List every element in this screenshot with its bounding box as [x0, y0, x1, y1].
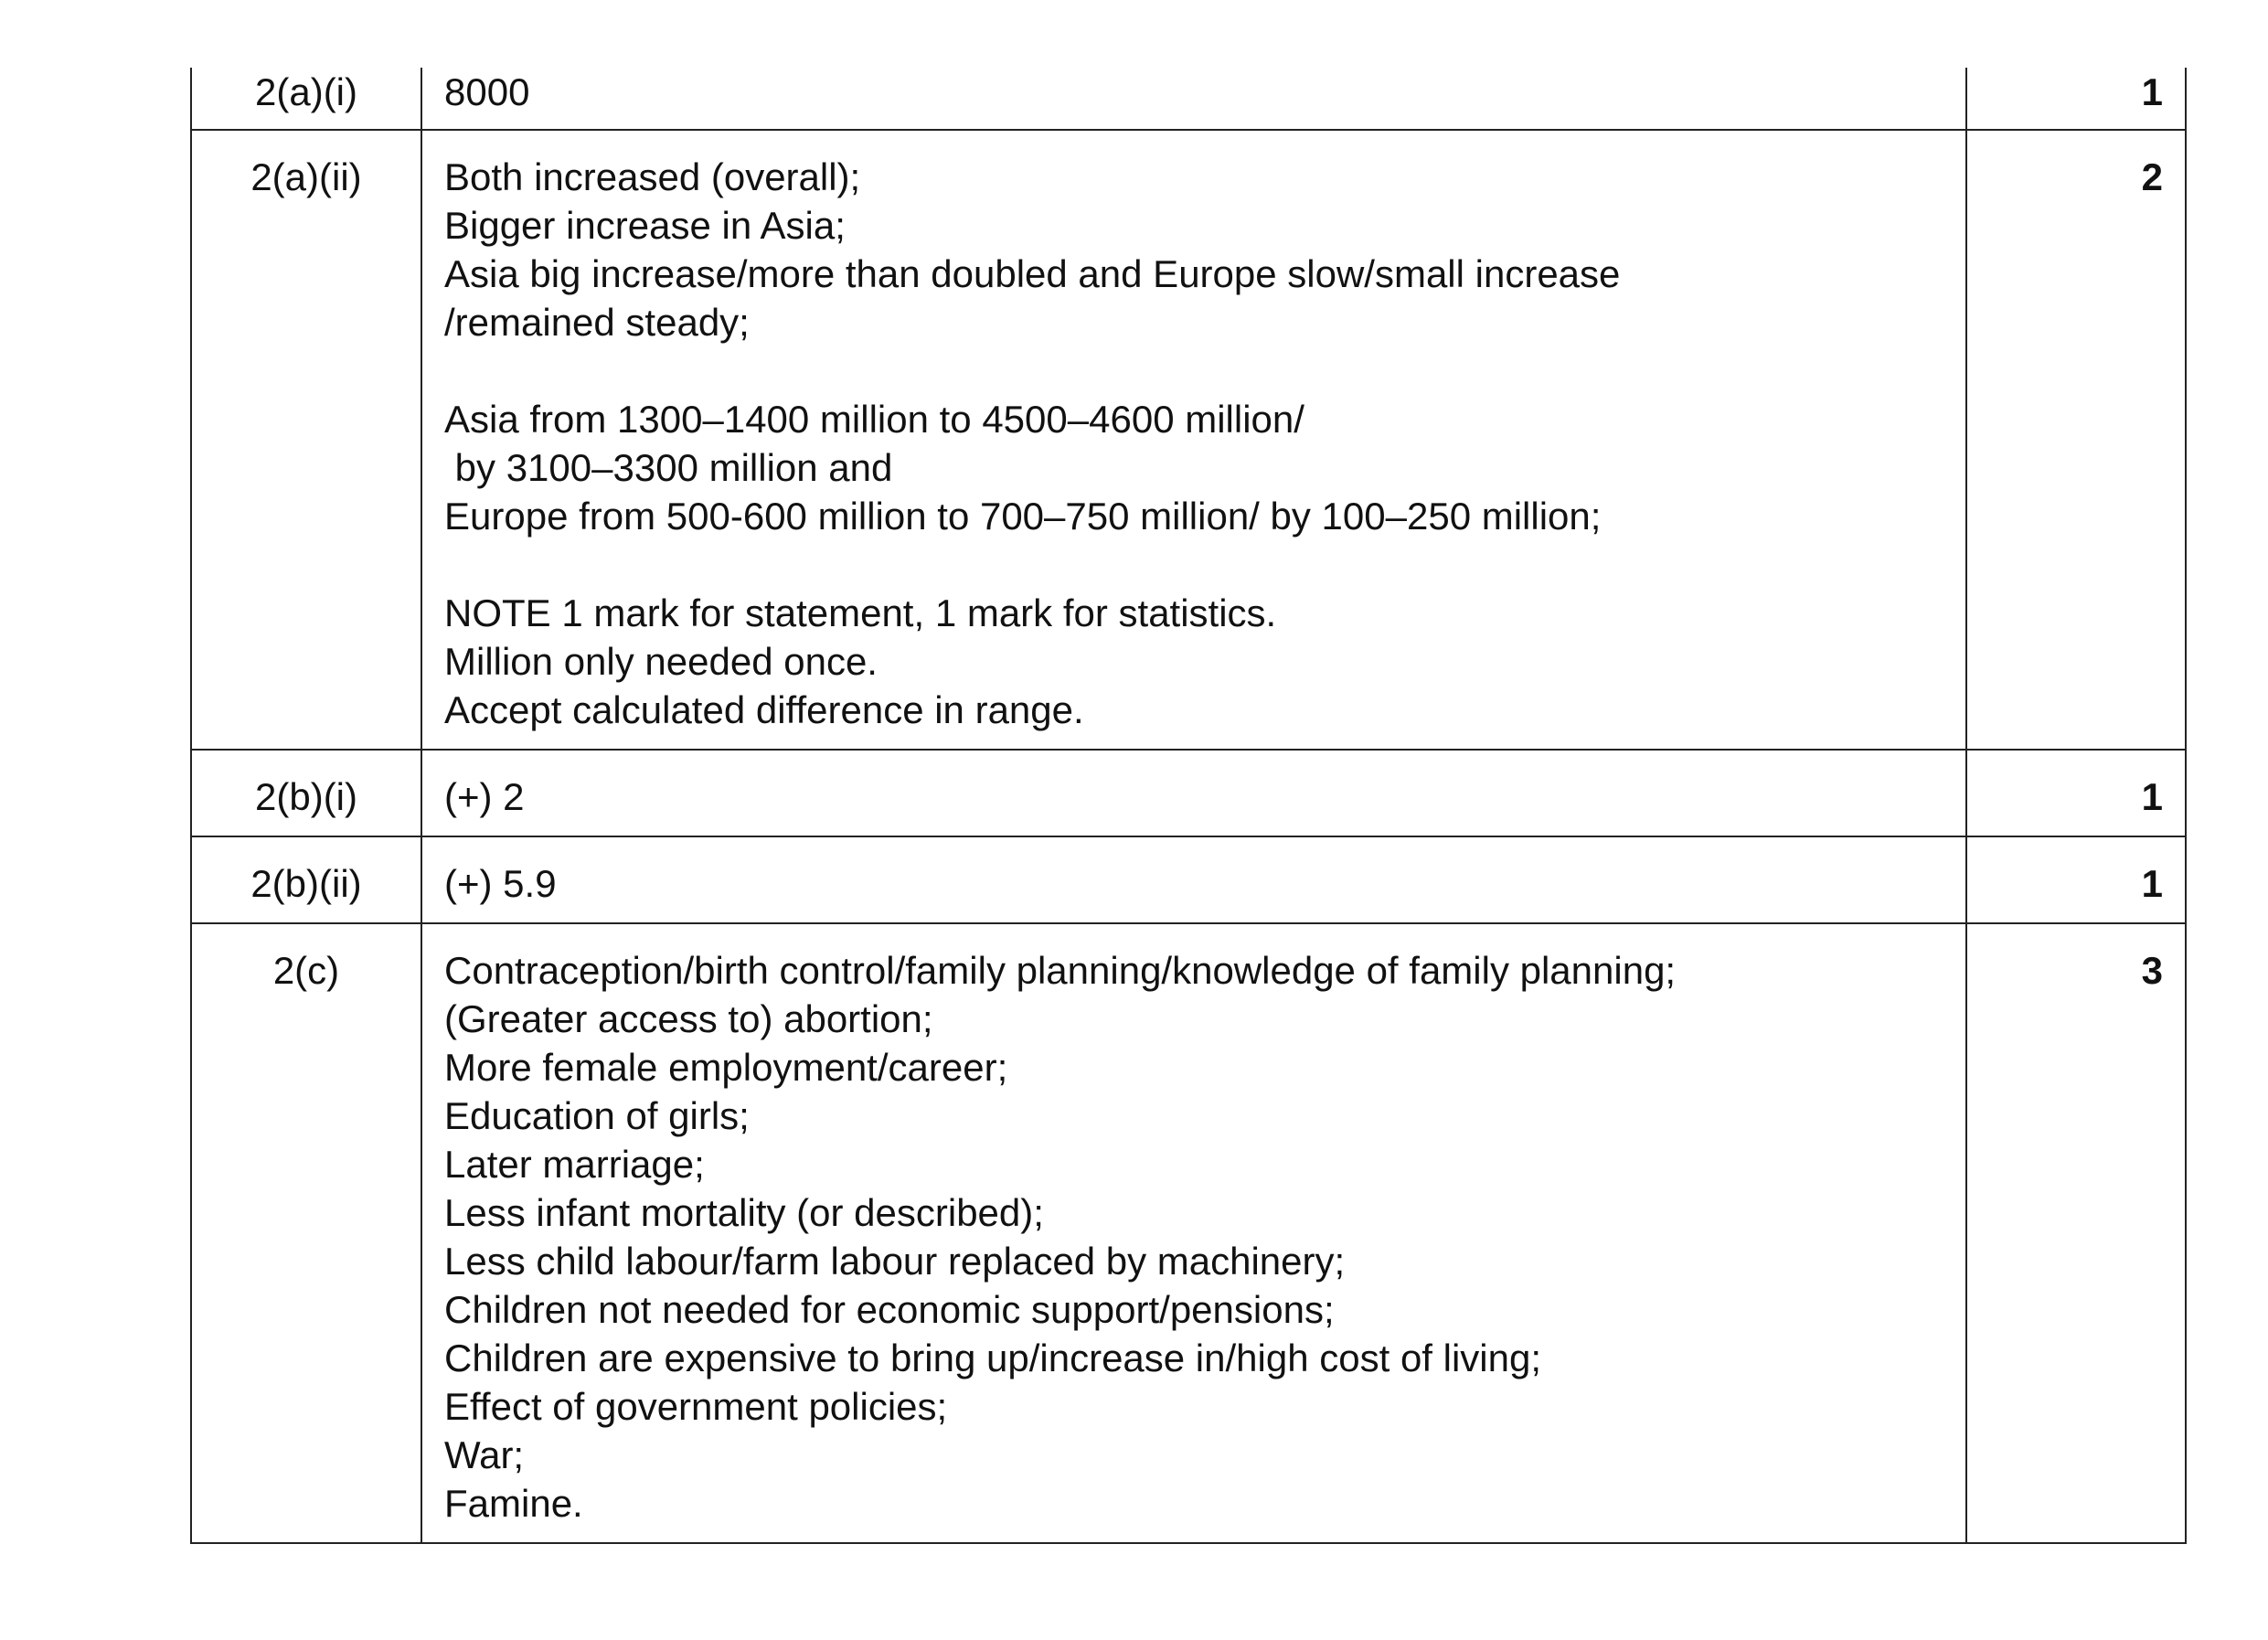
- answer-line: Effect of government policies;: [444, 1385, 948, 1428]
- answer-cell: [421, 130, 1966, 750]
- mark-scheme-table: [190, 68, 2187, 1544]
- question-number: 2(a)(i): [191, 68, 421, 130]
- table-row: [191, 750, 2186, 836]
- answer-line: Less infant mortality (or described);: [444, 1191, 1044, 1234]
- answer-line: Children not needed for economic support/pensions;: [444, 1288, 1335, 1331]
- table-row: [191, 130, 2186, 750]
- answer-line: More female employment/career;: [444, 1046, 1008, 1089]
- answer-line: Less child labour/farm labour replaced by machinery;: [444, 1240, 1346, 1283]
- answer-cell: [421, 750, 1966, 836]
- answer-line: War;: [444, 1433, 525, 1476]
- answer-line: Contraception/birth control/family planning/knowledge of family planning;: [444, 949, 1677, 992]
- answer-line: Famine.: [444, 1482, 583, 1525]
- question-number: 2(a)(ii): [191, 130, 421, 750]
- question-number: 2(c): [191, 923, 421, 1543]
- marks-cell: 3: [1966, 923, 2186, 1543]
- answer-line: Asia from 1300–1400 million to 4500–4600 million/: [444, 398, 1304, 441]
- paragraph-gap: [444, 540, 1943, 589]
- answer-line: Asia big increase/more than doubled and Europe slow/small increase: [444, 252, 1621, 295]
- answer-line: Bigger increase in Asia;: [444, 204, 846, 247]
- marks-cell: 1: [1966, 750, 2186, 836]
- answer-cell: [421, 68, 1966, 130]
- answer-line: Europe from 500-600 million to 700–750 million/ by 100–250 million;: [444, 495, 1602, 538]
- marks-cell: 1: [1966, 836, 2186, 923]
- answer-line: /remained steady;: [444, 301, 750, 344]
- answer-line: Children are expensive to bring up/increase in/high cost of living;: [444, 1336, 1542, 1379]
- answer-line: Later marriage;: [444, 1143, 705, 1186]
- table-row: [191, 68, 2186, 130]
- answer-line: Accept calculated difference in range.: [444, 688, 1084, 731]
- answer-cell: [421, 836, 1966, 923]
- marks-cell: 1: [1966, 68, 2186, 130]
- paragraph-gap: [444, 346, 1943, 395]
- table-row: [191, 836, 2186, 923]
- table-row: [191, 923, 2186, 1543]
- answer-line: by 3100–3300 million and: [444, 446, 893, 489]
- answer-line: Million only needed once.: [444, 640, 878, 683]
- answer-line: NOTE 1 mark for statement, 1 mark for statistics.: [444, 591, 1277, 634]
- question-number: 2(b)(ii): [191, 836, 421, 923]
- answer-line: (Greater access to) abortion;: [444, 997, 933, 1040]
- answer-cell: [421, 923, 1966, 1543]
- answer-line: (+) 2: [444, 775, 525, 818]
- answer-line: (+) 5.9: [444, 862, 557, 905]
- question-number: 2(b)(i): [191, 750, 421, 836]
- marks-cell: 2: [1966, 130, 2186, 750]
- answer-line: 8000: [444, 70, 530, 113]
- answer-line: Education of girls;: [444, 1094, 750, 1137]
- answer-line: Both increased (overall);: [444, 155, 861, 198]
